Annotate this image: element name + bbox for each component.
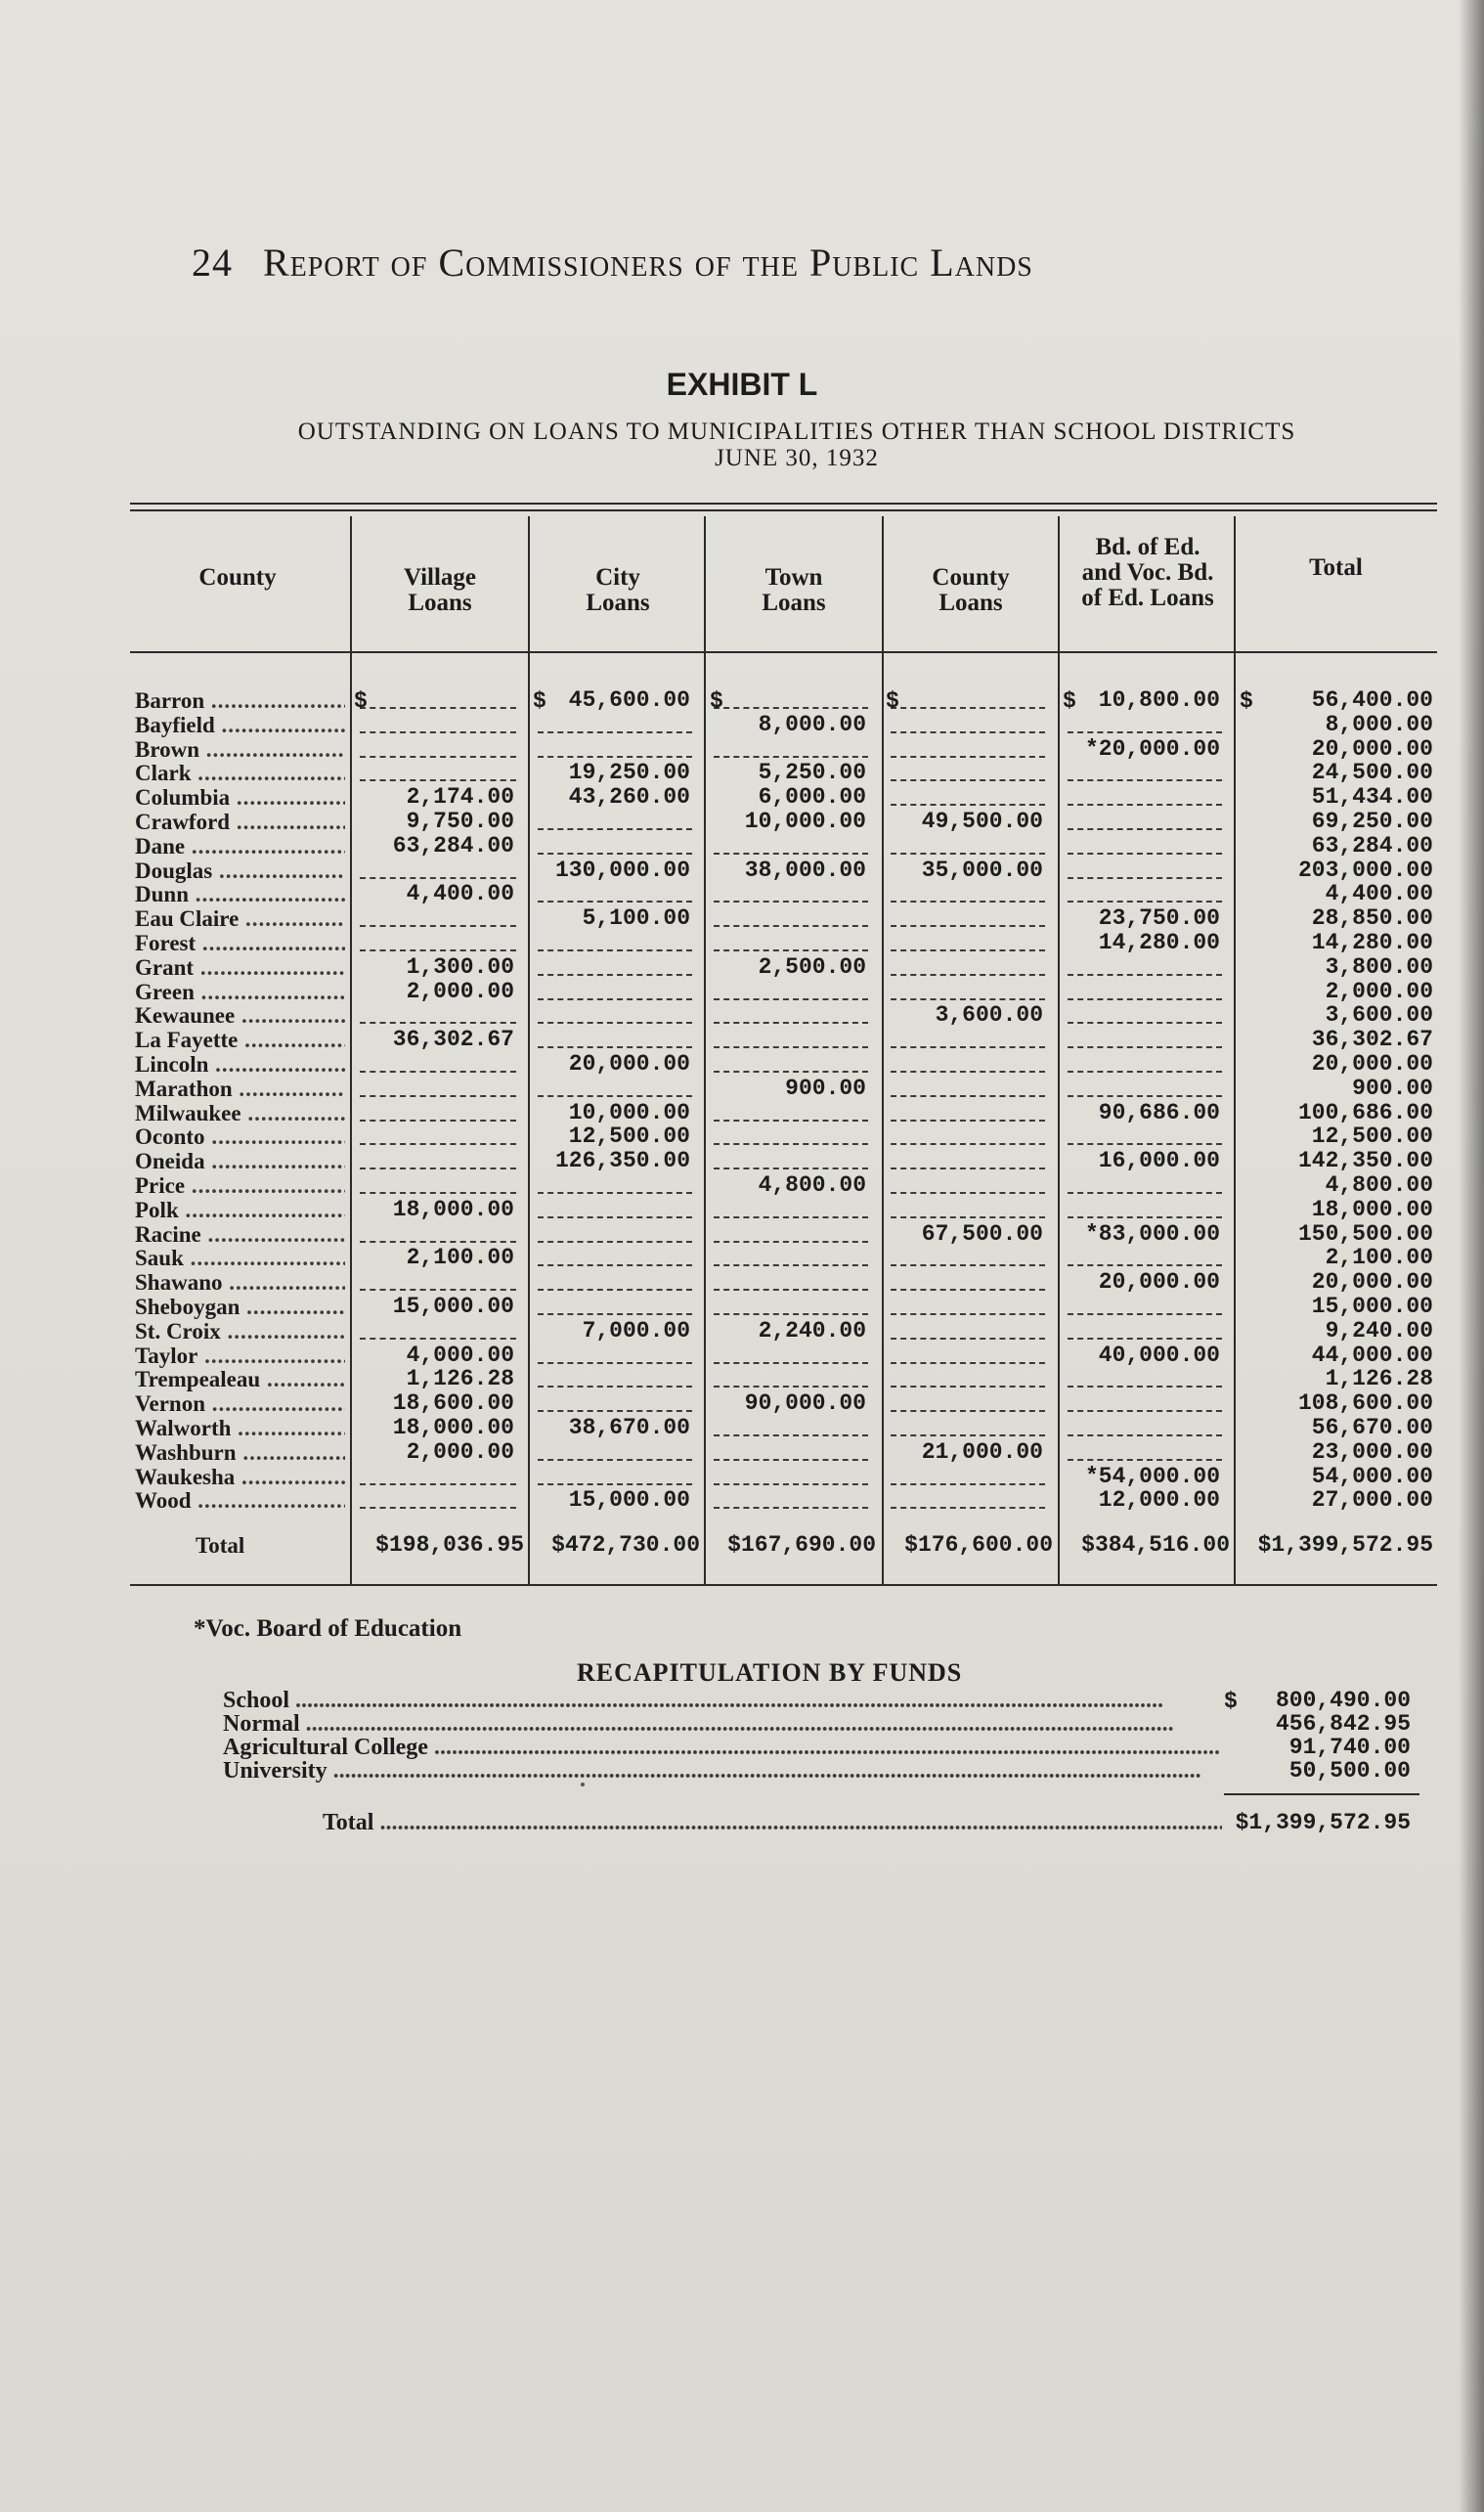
- table-cell: 14,280.00: [1098, 930, 1220, 955]
- county-name: Crawford .....: [135, 810, 345, 834]
- empty-cell-leader: [538, 1410, 692, 1412]
- empty-cell-leader: [538, 974, 692, 976]
- dollar-sign: $: [533, 688, 546, 714]
- county-name: Green .....: [135, 980, 345, 1004]
- subtitle-line-2: JUNE 30, 1932: [715, 445, 879, 471]
- empty-cell-leader: [714, 1216, 868, 1218]
- table-cell: 2,000.00: [406, 1439, 514, 1465]
- empty-cell-leader: [1068, 1046, 1222, 1048]
- county-name: Price .....: [135, 1173, 345, 1198]
- county-name: Trempealeau .....: [135, 1367, 345, 1391]
- recap-fund-value: 800,490.00: [1275, 1688, 1411, 1713]
- table-cell: 4,800.00: [758, 1172, 866, 1198]
- running-head-title: Report of Commissioners of the Public Lands: [263, 241, 1033, 285]
- county-name: St. Croix .....: [135, 1319, 345, 1344]
- empty-cell-leader: [1068, 1192, 1222, 1194]
- table-cell: 8,000.00: [1325, 712, 1433, 737]
- dollar-sign: $: [354, 688, 368, 714]
- empty-cell-leader: [538, 1313, 692, 1315]
- empty-cell-leader: [714, 925, 868, 927]
- page-number: 24: [192, 241, 233, 285]
- dollar-sign: $: [1240, 688, 1253, 714]
- empty-cell-leader: [360, 756, 516, 758]
- table-cell: 49,500.00: [921, 809, 1043, 834]
- dollar-sign: $: [710, 688, 723, 714]
- empty-cell-leader: [714, 1483, 868, 1485]
- table-cell: 90,000.00: [744, 1390, 866, 1416]
- empty-cell-leader: [360, 1338, 516, 1340]
- county-name: Sheboygan .....: [135, 1295, 345, 1319]
- empty-cell-leader: [1068, 1459, 1222, 1461]
- empty-cell-leader: [1068, 853, 1222, 855]
- table-cell: 36,302.67: [392, 1027, 514, 1052]
- dollar-sign: $: [886, 688, 899, 714]
- county-name: Oneida .....: [135, 1149, 345, 1173]
- table-cell: 69,250.00: [1311, 809, 1433, 834]
- table-cell: 21,000.00: [921, 1439, 1043, 1465]
- empty-cell-leader: [1068, 998, 1222, 1000]
- table-cell: 10,000.00: [568, 1100, 690, 1125]
- empty-cell-leader: [714, 1434, 868, 1436]
- empty-cell-leader: [360, 1507, 516, 1509]
- empty-cell-leader: [714, 756, 868, 758]
- header-bottom-rule: [130, 651, 1437, 653]
- empty-cell-leader: [538, 1386, 692, 1388]
- empty-cell-leader: [1068, 804, 1222, 806]
- table-cell: 4,800.00: [1325, 1172, 1433, 1198]
- exhibit-title: EXHIBIT L: [666, 367, 818, 402]
- empty-cell-leader: [360, 1143, 516, 1145]
- table-cell: 63,284.00: [392, 833, 514, 859]
- footnote: *Voc. Board of Education: [194, 1615, 462, 1642]
- empty-cell-leader: [714, 1289, 868, 1291]
- empty-cell-leader: [714, 1143, 868, 1145]
- empty-cell-leader: [891, 1216, 1045, 1218]
- empty-cell-leader: [891, 1264, 1045, 1266]
- table-cell: 24,500.00: [1311, 760, 1433, 785]
- empty-cell-leader: [891, 853, 1045, 855]
- empty-cell-leader: [1068, 1022, 1222, 1024]
- county-name: Walworth .....: [135, 1416, 345, 1440]
- empty-cell-leader: [714, 901, 868, 903]
- recap-fund-label: Agricultural College .....: [223, 1736, 1220, 1760]
- empty-cell-leader: [1068, 1434, 1222, 1436]
- empty-cell-leader: [1068, 974, 1222, 976]
- empty-cell-leader: [360, 1483, 516, 1485]
- empty-cell-leader: [1068, 877, 1222, 879]
- county-name: Racine .....: [135, 1222, 345, 1247]
- recap-fund-value: 91,740.00: [1288, 1735, 1411, 1760]
- table-cell: 18,000.00: [392, 1415, 514, 1440]
- empty-cell-leader: [891, 779, 1045, 781]
- table-cell: 4,400.00: [406, 881, 514, 906]
- empty-cell-leader: [1068, 1410, 1222, 1412]
- empty-cell-leader: [891, 707, 1045, 709]
- table-cell: 12,000.00: [1098, 1487, 1220, 1513]
- table-cell: 20,000.00: [1311, 1051, 1433, 1077]
- table-cell: 20,000.00: [568, 1051, 690, 1077]
- empty-cell-leader: [891, 1483, 1045, 1485]
- table-cell: 900.00: [1352, 1076, 1433, 1101]
- county-name: Clark .....: [135, 761, 345, 785]
- county-name: Sauk .....: [135, 1246, 345, 1270]
- total-bottom-rule: [130, 1584, 1437, 1586]
- recap-fund-value: 50,500.00: [1288, 1758, 1411, 1784]
- empty-cell-leader: [538, 1022, 692, 1024]
- empty-cell-leader: [891, 1120, 1045, 1122]
- table-cell: 51,434.00: [1311, 784, 1433, 810]
- empty-cell-leader: [714, 998, 868, 1000]
- empty-cell-leader: [538, 1289, 692, 1291]
- table-top-rule: [130, 503, 1437, 505]
- recap-fund-label: University .....: [223, 1759, 1220, 1784]
- county-name: Taylor .....: [135, 1344, 345, 1368]
- empty-cell-leader: [538, 756, 692, 758]
- empty-cell-leader: [714, 1022, 868, 1024]
- county-name: Polk .....: [135, 1198, 345, 1222]
- empty-cell-leader: [891, 1410, 1045, 1412]
- empty-cell-leader: [714, 949, 868, 951]
- header-total: Total: [1309, 554, 1363, 581]
- column-divider: [882, 516, 884, 1584]
- table-cell: 9,240.00: [1325, 1318, 1433, 1344]
- table-cell: 130,000.00: [554, 858, 690, 883]
- table-cell: 2,500.00: [758, 954, 866, 980]
- empty-cell-leader: [714, 707, 868, 709]
- empty-cell-leader: [538, 1362, 692, 1364]
- county-name: Shawano .....: [135, 1270, 345, 1295]
- empty-cell-leader: [714, 1241, 868, 1243]
- empty-cell-leader: [538, 1459, 692, 1461]
- empty-cell-leader: [891, 1095, 1045, 1097]
- empty-cell-leader: [891, 1338, 1045, 1340]
- table-cell: 15,000.00: [568, 1487, 690, 1513]
- empty-cell-leader: [714, 1459, 868, 1461]
- county-name: Brown .....: [135, 737, 345, 762]
- empty-cell-leader: [360, 1168, 516, 1169]
- header-city-loans: City Loans: [586, 564, 650, 616]
- table-cell: 2,240.00: [758, 1318, 866, 1344]
- empty-cell-leader: [891, 804, 1045, 806]
- table-cell: *20,000.00: [1084, 736, 1220, 762]
- table-cell: 18,000.00: [392, 1197, 514, 1222]
- empty-cell-leader: [1068, 1313, 1222, 1315]
- county-name: Eau Claire .....: [135, 906, 345, 931]
- empty-cell-leader: [714, 1507, 868, 1509]
- total-row-label: Total: [196, 1533, 245, 1558]
- county-name: Milwaukee .....: [135, 1101, 345, 1125]
- county-name: La Fayette .....: [135, 1028, 345, 1052]
- empty-cell-leader: [360, 949, 516, 951]
- table-cell: 15,000.00: [392, 1294, 514, 1319]
- table-cell: 142,350.00: [1297, 1148, 1433, 1173]
- empty-cell-leader: [891, 1143, 1045, 1145]
- table-cell: 12,500.00: [568, 1124, 690, 1149]
- county-name: Oconto .....: [135, 1124, 345, 1149]
- header-county: County: [198, 564, 277, 591]
- empty-cell-leader: [360, 779, 516, 781]
- empty-cell-leader: [891, 1192, 1045, 1194]
- empty-cell-leader: [360, 1192, 516, 1194]
- table-cell: 2,100.00: [406, 1245, 514, 1270]
- empty-cell-leader: [360, 1289, 516, 1291]
- empty-cell-leader: [714, 1168, 868, 1169]
- empty-cell-leader: [538, 949, 692, 951]
- table-cell: 5,100.00: [582, 905, 690, 931]
- table-cell: 28,850.00: [1311, 905, 1433, 931]
- recap-sum-rule: [1224, 1793, 1419, 1795]
- scan-speck: [581, 1783, 585, 1786]
- empty-cell-leader: [360, 1120, 516, 1122]
- county-name: Washburn .....: [135, 1440, 345, 1465]
- table-cell: 16,000.00: [1098, 1148, 1220, 1173]
- county-name: Vernon .....: [135, 1391, 345, 1416]
- county-name: Dunn .....: [135, 882, 345, 906]
- empty-cell-leader: [1068, 1071, 1222, 1073]
- empty-cell-leader: [891, 998, 1045, 1000]
- table-cell: 36,302.67: [1311, 1027, 1433, 1052]
- county-name: Bayfield .....: [135, 713, 345, 737]
- recap-fund-value: 456,842.95: [1275, 1711, 1411, 1737]
- county-name: Douglas .....: [135, 859, 345, 883]
- subtitle-line-1: OUTSTANDING ON LOANS TO MUNICIPALITIES OTHER THAN SCHOOL DISTRICTS: [297, 419, 1296, 445]
- empty-cell-leader: [360, 877, 516, 879]
- empty-cell-leader: [1068, 1216, 1222, 1218]
- table-cell: *54,000.00: [1084, 1464, 1220, 1489]
- total-cell: $1,399,572.95: [1257, 1532, 1433, 1558]
- table-cell: 15,000.00: [1311, 1294, 1433, 1319]
- empty-cell-leader: [538, 1483, 692, 1485]
- table-cell: 20,000.00: [1098, 1269, 1220, 1295]
- table-cell: 20,000.00: [1311, 736, 1433, 762]
- county-name: Grant .....: [135, 955, 345, 980]
- empty-cell-leader: [1068, 1143, 1222, 1145]
- table-cell: 90,686.00: [1098, 1100, 1220, 1125]
- table-cell: 203,000.00: [1297, 858, 1433, 883]
- empty-cell-leader: [538, 1264, 692, 1266]
- table-cell: 4,000.00: [406, 1343, 514, 1368]
- header-town-loans: Town Loans: [762, 564, 826, 616]
- empty-cell-leader: [714, 1071, 868, 1073]
- table-cell: 1,126.28: [1325, 1366, 1433, 1391]
- empty-cell-leader: [360, 707, 516, 709]
- table-cell: 14,280.00: [1311, 930, 1433, 955]
- table-cell: 43,260.00: [568, 784, 690, 810]
- empty-cell-leader: [714, 1313, 868, 1315]
- table-cell: 19,250.00: [568, 760, 690, 785]
- header-village-loans: Village Loans: [403, 564, 477, 616]
- recap-total-label: Total .....: [323, 1811, 1222, 1835]
- empty-cell-leader: [891, 1071, 1045, 1073]
- table-cell: 18,000.00: [1311, 1197, 1433, 1222]
- table-cell: 56,670.00: [1311, 1415, 1433, 1440]
- empty-cell-leader: [538, 1046, 692, 1048]
- table-cell: 10,800.00: [1098, 687, 1220, 713]
- empty-cell-leader: [1068, 1264, 1222, 1266]
- column-divider: [1058, 516, 1060, 1584]
- table-cell: 35,000.00: [921, 858, 1043, 883]
- empty-cell-leader: [538, 901, 692, 903]
- empty-cell-leader: [891, 901, 1045, 903]
- table-cell: 12,500.00: [1311, 1124, 1433, 1149]
- table-cell: 45,600.00: [568, 687, 690, 713]
- header-county-loans: County Loans: [932, 564, 1010, 616]
- column-divider: [704, 516, 706, 1584]
- empty-cell-leader: [714, 853, 868, 855]
- empty-cell-leader: [360, 731, 516, 733]
- empty-cell-leader: [1068, 731, 1222, 733]
- table-cell: 5,250.00: [758, 760, 866, 785]
- empty-cell-leader: [538, 1192, 692, 1194]
- county-name: Dane .....: [135, 834, 345, 859]
- empty-cell-leader: [891, 1046, 1045, 1048]
- empty-cell-leader: [538, 1241, 692, 1243]
- empty-cell-leader: [1068, 1095, 1222, 1097]
- county-name: Barron .....: [135, 688, 345, 713]
- empty-cell-leader: [538, 998, 692, 1000]
- table-cell: 2,174.00: [406, 784, 514, 810]
- table-cell: 67,500.00: [921, 1221, 1043, 1247]
- table-cell: *83,000.00: [1084, 1221, 1220, 1247]
- table-cell: 2,000.00: [1325, 979, 1433, 1004]
- empty-cell-leader: [1068, 779, 1222, 781]
- table-cell: 44,000.00: [1311, 1343, 1433, 1368]
- empty-cell-leader: [1068, 1386, 1222, 1388]
- empty-cell-leader: [714, 1046, 868, 1048]
- recap-total-value: $1,399,572.95: [1235, 1810, 1411, 1835]
- table-cell: 150,500.00: [1297, 1221, 1433, 1247]
- total-cell: $167,690.00: [727, 1532, 876, 1558]
- table-cell: 1,300.00: [406, 954, 514, 980]
- table-cell: 27,000.00: [1311, 1487, 1433, 1513]
- empty-cell-leader: [891, 731, 1045, 733]
- table-cell: 4,400.00: [1325, 881, 1433, 906]
- table-cell: 100,686.00: [1297, 1100, 1433, 1125]
- table-cell: 38,000.00: [744, 858, 866, 883]
- empty-cell-leader: [1068, 1338, 1222, 1340]
- empty-cell-leader: [360, 925, 516, 927]
- empty-cell-leader: [360, 1022, 516, 1024]
- empty-cell-leader: [538, 1216, 692, 1218]
- recap-fund-label: Normal .....: [223, 1712, 1220, 1737]
- recap-title: RECAPITULATION BY FUNDS: [577, 1658, 963, 1687]
- table-cell: 8,000.00: [758, 712, 866, 737]
- table-cell: 10,000.00: [744, 809, 866, 834]
- table-cell: 3,600.00: [1325, 1002, 1433, 1028]
- dollar-sign: $: [1224, 1689, 1238, 1714]
- empty-cell-leader: [1068, 828, 1222, 830]
- table-cell: 2,100.00: [1325, 1245, 1433, 1270]
- county-name: Forest .....: [135, 931, 345, 955]
- dollar-sign: $: [1063, 688, 1076, 714]
- table-cell: 7,000.00: [582, 1318, 690, 1344]
- empty-cell-leader: [714, 1264, 868, 1266]
- table-cell: 23,000.00: [1311, 1439, 1433, 1465]
- table-cell: 38,670.00: [568, 1415, 690, 1440]
- county-name: Lincoln .....: [135, 1052, 345, 1077]
- empty-cell-leader: [1068, 901, 1222, 903]
- empty-cell-leader: [360, 1241, 516, 1243]
- table-cell: 9,750.00: [406, 809, 514, 834]
- table-cell: 63,284.00: [1311, 833, 1433, 859]
- table-cell: 54,000.00: [1311, 1464, 1433, 1489]
- empty-cell-leader: [714, 1120, 868, 1122]
- county-name: Kewaunee .....: [135, 1003, 345, 1028]
- empty-cell-leader: [360, 1095, 516, 1097]
- county-name: Waukesha .....: [135, 1465, 345, 1489]
- table-cell: 23,750.00: [1098, 905, 1220, 931]
- empty-cell-leader: [891, 1289, 1045, 1291]
- empty-cell-leader: [538, 853, 692, 855]
- empty-cell-leader: [891, 1362, 1045, 1364]
- empty-cell-leader: [538, 731, 692, 733]
- empty-cell-leader: [891, 949, 1045, 951]
- table-cell: 3,800.00: [1325, 954, 1433, 980]
- empty-cell-leader: [360, 1071, 516, 1073]
- table-cell: 3,600.00: [935, 1002, 1043, 1028]
- table-top-rule-2: [130, 509, 1437, 511]
- empty-cell-leader: [538, 828, 692, 830]
- county-name: Marathon .....: [135, 1077, 345, 1101]
- empty-cell-leader: [891, 974, 1045, 976]
- empty-cell-leader: [714, 1362, 868, 1364]
- table-subtitle: [127, 419, 1466, 471]
- table-cell: 40,000.00: [1098, 1343, 1220, 1368]
- empty-cell-leader: [891, 1434, 1045, 1436]
- table-cell: 108,600.00: [1297, 1390, 1433, 1416]
- recap-fund-label: School .....: [223, 1689, 1220, 1713]
- table-cell: 20,000.00: [1311, 1269, 1433, 1295]
- county-name: Wood .....: [135, 1488, 345, 1513]
- table-cell: 18,600.00: [392, 1390, 514, 1416]
- empty-cell-leader: [891, 1313, 1045, 1315]
- total-cell: $176,600.00: [904, 1532, 1053, 1558]
- empty-cell-leader: [891, 1507, 1045, 1509]
- county-name: Columbia .....: [135, 785, 345, 810]
- empty-cell-leader: [891, 1386, 1045, 1388]
- table-cell: 56,400.00: [1311, 687, 1433, 713]
- table-cell: 2,000.00: [406, 979, 514, 1004]
- empty-cell-leader: [538, 1095, 692, 1097]
- empty-cell-leader: [891, 1168, 1045, 1169]
- header-bd-ed-loans: Bd. of Ed. and Voc. Bd. of Ed. Loans: [1081, 534, 1214, 611]
- empty-cell-leader: [891, 756, 1045, 758]
- table-cell: 1,126.28: [406, 1366, 514, 1391]
- total-cell: $384,516.00: [1081, 1532, 1230, 1558]
- total-cell: $472,730.00: [551, 1532, 700, 1558]
- running-head: [192, 240, 1287, 286]
- table-cell: 900.00: [785, 1076, 866, 1101]
- table-cell: 126,350.00: [554, 1148, 690, 1173]
- total-cell: $198,036.95: [375, 1532, 524, 1558]
- empty-cell-leader: [714, 1386, 868, 1388]
- table-cell: 6,000.00: [758, 784, 866, 810]
- empty-cell-leader: [891, 925, 1045, 927]
